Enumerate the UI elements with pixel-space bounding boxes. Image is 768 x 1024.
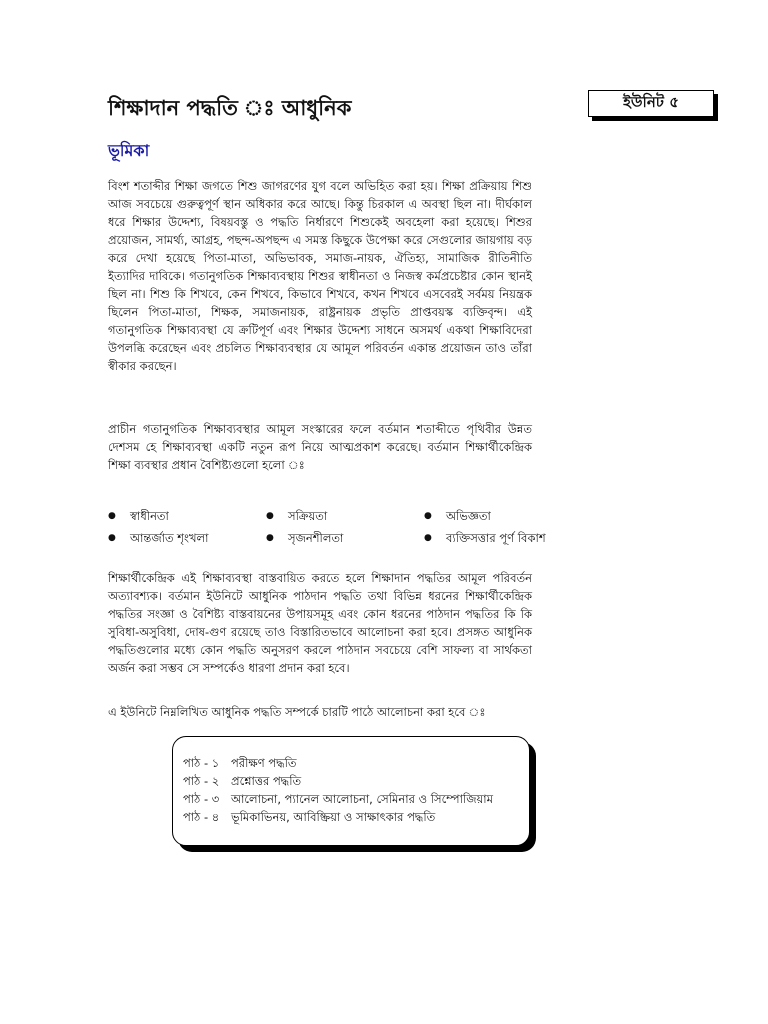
lesson-number: পাঠ - ১ [183, 756, 220, 770]
lesson-item [183, 808, 529, 826]
lesson-title: পরীক্ষণ পদ্ধতি [231, 756, 297, 770]
page-title: শিক্ষাদান পদ্ধতি ঃ আধুনিক [108, 96, 352, 120]
lesson-title: প্রশ্নোত্তর পদ্ধতি [231, 774, 302, 788]
features-list [108, 507, 578, 547]
feature-item: ● সৃজনশীলতা [266, 529, 424, 547]
lesson-number: পাঠ - ৩ [183, 792, 220, 806]
reform-paragraph: প্রাচীন গতানুগতিক শিক্ষাব্যবস্থার আমূল সংস্কারের ফলে বর্তমান শতাব্দীতে পৃথিবীর উন্নত দেশসম হে শিক্ষাব্যবস্থা একটি নতুন রূপ নিয়ে আত্মপ্রকাশ করেছে। বর্তমান শিক্ষার্থীকেন্দ্রিক শিক্ষা ব্যবস্থার প্রধান বৈশিষ্ট্যগুলো হলো ঃ [108, 422, 532, 472]
lesson-item [183, 754, 529, 772]
lesson-number: পাঠ - ২ [183, 774, 220, 788]
feature-item: ● স্বাধীনতা [108, 507, 266, 525]
unit-label: ইউনিট ৫ [623, 93, 679, 111]
unit-label-box [588, 90, 714, 117]
feature-item: ● আন্তর্জাত শৃংখলা [108, 529, 266, 547]
lessons-intro: এ ইউনিটে নিম্নলিখিত আধুনিক পদ্ধতি সম্পর্কে চারটি পাঠে আলোচনা করা হবে ঃ [108, 705, 486, 719]
lessons-box [172, 736, 530, 846]
lesson-number: পাঠ - ৪ [183, 810, 220, 824]
lesson-item [183, 790, 529, 808]
feature-item: ● সক্রিয়তা [266, 507, 424, 525]
feature-item: ● ব্যক্তিসত্তার পূর্ণ বিকাশ [424, 529, 582, 547]
feature-item: ● অভিজ্ঞতা [424, 507, 582, 525]
lesson-title: আলোচনা, প্যানেল আলোচনা, সেমিনার ও সিম্পোজিয়াম [231, 792, 493, 806]
intro-paragraph: বিংশ শতাব্দীর শিক্ষা জগতে শিশু জাগরণের যুগ বলে অভিহিত করা হয়। শিক্ষা প্রক্রিয়ায় শিশু আজ সবচেয়ে গুরুত্বপূর্ণ স্থান অধিকার করে আছে। কিন্তু চিরকাল এ অবস্থা ছিল না। দীর্ঘকাল ধরে শিক্ষার উদ্দেশ্য, বিষয়বস্তু ও পদ্ধতি নির্ধারণে শিশুকেই অবহেলা করা হয়েছে। শিশুর প্রয়োজন, সামর্থ্য, আগ্রহ, পছন্দ-অপছন্দ এ সমস্ত কিছুকে উপেক্ষা করে সেগুলোর জায়গায় বড় করে দেখা হয়েছে পিতা-মাতা, অভিভাবক, সমাজ-নায়ক, ঐতিহ্য, সামাজিক রীতিনীতি ইত্যাদির দাবিকে। গতানুগতিক শিক্ষাব্যবস্থায় শিশুর স্বাধীনতা ও নিজস্ব কর্মপ্রচেষ্টার কোন স্থানই ছিল না। শিশু কি শিখবে, কেন শিখবে, কিভাবে শিখবে, কখন শিখবে এসবেরই সর্বময় নিয়ন্ত্রক ছিলেন পিতা-মাতা, শিক্ষক, সমাজনায়ক, রাষ্ট্রনায়ক প্রভৃতি প্রাপ্তবয়স্ক ব্যক্তিবৃন্দ। এই গতানুগতিক শিক্ষাব্যবস্থা যে ক্রটিপূর্ণ এবং শিক্ষার উদ্দেশ্য সাধনে অসমর্থ একথা শিক্ষাবিদেরা উপলব্ধি করেছেন এবং প্রচলিত শিক্ষাব্যবস্থার যে আমূল পরিবর্তন একান্ত প্রয়োজন তাও তাঁরা স্বীকার করছেন। [108, 179, 532, 373]
section-heading: ভূমিকা [108, 141, 150, 160]
lesson-item [183, 772, 529, 790]
methods-paragraph: শিক্ষার্থীকেন্দ্রিক এই শিক্ষাব্যবস্থা বাস্তবায়িত করতে হলে শিক্ষাদান পদ্ধতির আমূল পরিবর্তন অত্যাবশ্যক। বর্তমান ইউনিটে আধুনিক পাঠদান পদ্ধতি তথা বিভিন্ন ধরনের শিক্ষার্থীকেন্দ্রিক পদ্ধতির সংজ্ঞা ও বৈশিষ্ট্য বাস্তবায়নের উপায়সমূহ এবং কোন ধরনের পাঠদান পদ্ধতির কি কি সুবিধা-অসুবিধা, দোষ-গুণ রয়েছে তাও বিস্তারিতভাবে আলোচনা করা হবে। প্রসঙ্গত আধুনিক পদ্ধতিগুলোর মধ্যে কোন পদ্ধতি অনুসরণ করলে পাঠদান সবচেয়ে বেশি সাফল্য বা সার্থকতা অর্জন করা সম্ভব সে সম্পর্কেও ধারণা প্রদান করা হবে। [108, 571, 532, 675]
lessons-list [183, 754, 529, 826]
lesson-title: ভূমিকাভিনয়, আবিষ্ক্রিয়া ও সাক্ষাৎকার পদ্ধতি [231, 810, 436, 824]
